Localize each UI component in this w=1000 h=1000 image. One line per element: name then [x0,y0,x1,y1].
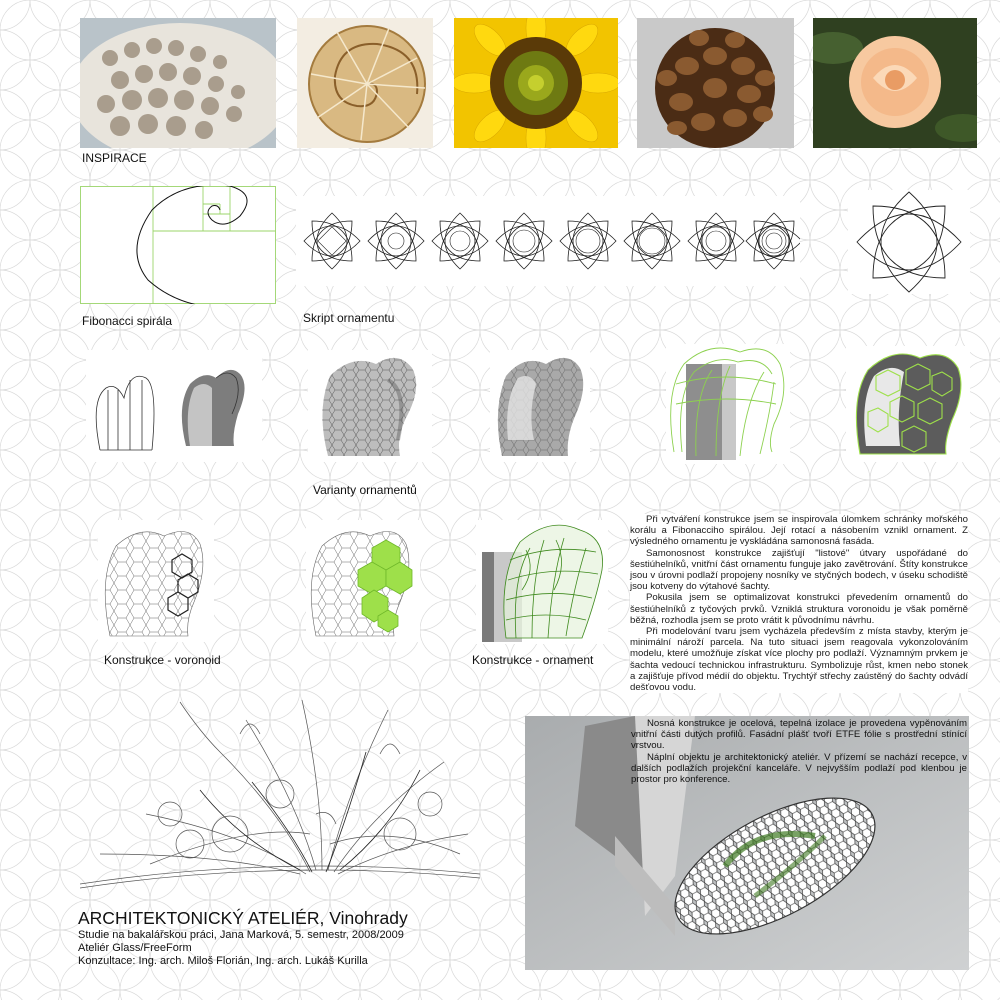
project-subtitle-consultants: Konzultace: Ing. arch. Miloš Florián, Ing. arch. Lukáš Kurilla [78,955,368,967]
nautilus-shell-photo [297,18,433,148]
construction-voronoi-wire [98,520,214,642]
construction-ornament-render [476,520,608,644]
render-paragraph: Nosná konstrukce je ocelová, tepelná izolace je provedena vypěnováním vnitřní části dutých profilů. Fasádní plášť tvoří ETFE fólie s prostřední stínící vrstvou. [631,718,967,752]
ornament-final-large [848,190,970,294]
variant-green-wireframe-shaft [666,344,790,464]
variant-voronoi-mesh [490,350,590,462]
variant-ornament-mesh [308,350,432,462]
sunflower-photo [454,18,618,148]
coral-photo [80,18,276,148]
pinecone-photo [637,18,794,148]
variant-green-voronoi-shell [846,346,970,462]
caption-fibonacci: Fibonacci spirála [82,314,173,328]
caption-ornament: Konstrukce - ornament [472,653,594,667]
variant-wireframe-cage [86,350,262,462]
ornament-script-sequence [296,196,800,286]
caption-voronoi: Konstrukce - voronoid [104,653,221,667]
description-text [630,514,968,693]
fibonacci-diagram [80,186,276,304]
caption-script: Skript ornamentu [303,311,395,325]
project-title: ARCHITEKTONICKÝ ATELIÉR, Vinohrady [78,908,408,928]
description-paragraph: Pokusila jsem se optimalizovat konstrukci převedením ornamentů do šestiúhelníků z tyčových prvků. Vzniklá struktura voronoidu je však poměrně běžná, rozhodla jsem se proto vrátit k původnímu návrhu. [630,592,968,626]
project-subtitle-study: Studie na bakalářskou práci, Jana Marková, 5. semestr, 2008/2009 [78,929,404,941]
description-paragraph: Při vytváření konstrukce jsem se inspirovala úlomkem schránky mořského korálu a Fibonacciho spirálou. Její rotací a násobením vznikl ornament. Z výsledného ornamentu je vyskládána samonosná fasáda. [630,514,968,548]
render-description-text [631,718,967,785]
caption-inspiration: INSPIRACE [82,151,147,165]
rose-photo [813,18,977,148]
description-paragraph: Samonosnost konstrukce zajišťují "listové" útvary uspořádané do šestiúhelníků, vnitřní část ornamentu funguje jako zavětrování. Štíty konstrukce jsou v úrovni podlaží propojeny nosníky ve styčných bodech, v úseku schodiště jsou kotveny do výtahové šachty. [630,547,968,593]
caption-variants: Varianty ornamentů [313,483,417,497]
title-block [78,908,498,968]
project-subtitle-studio: Ateliér Glass/FreeForm [78,942,192,954]
section-sketch [80,694,480,894]
render-paragraph: Náplní objektu je architektonický ateliér. V přízemí se nachází recepce, v dalších podlažích projekční kanceláře. V nejvyšším podlaží pod klenbou je prostor pro konference. [631,751,967,786]
description-paragraph: Při modelování tvaru jsem vycházela především z místa stavby, kterým je minimální nároží parcela. Na tuto situaci jsem reagovala vykonzolováním modelu, které umožňuje získat více plochy pro podlaží. Významným prvkem je šachta vedoucí technickou infrastrukturu. Symbolizuje růst, kmen nebo stonek a zajišťuje přívod médií do objektu. Trychtýř střechy zaústěný do šachty odvádí dešťovou vodu. [630,626,968,694]
construction-voronoi-green [306,520,420,642]
